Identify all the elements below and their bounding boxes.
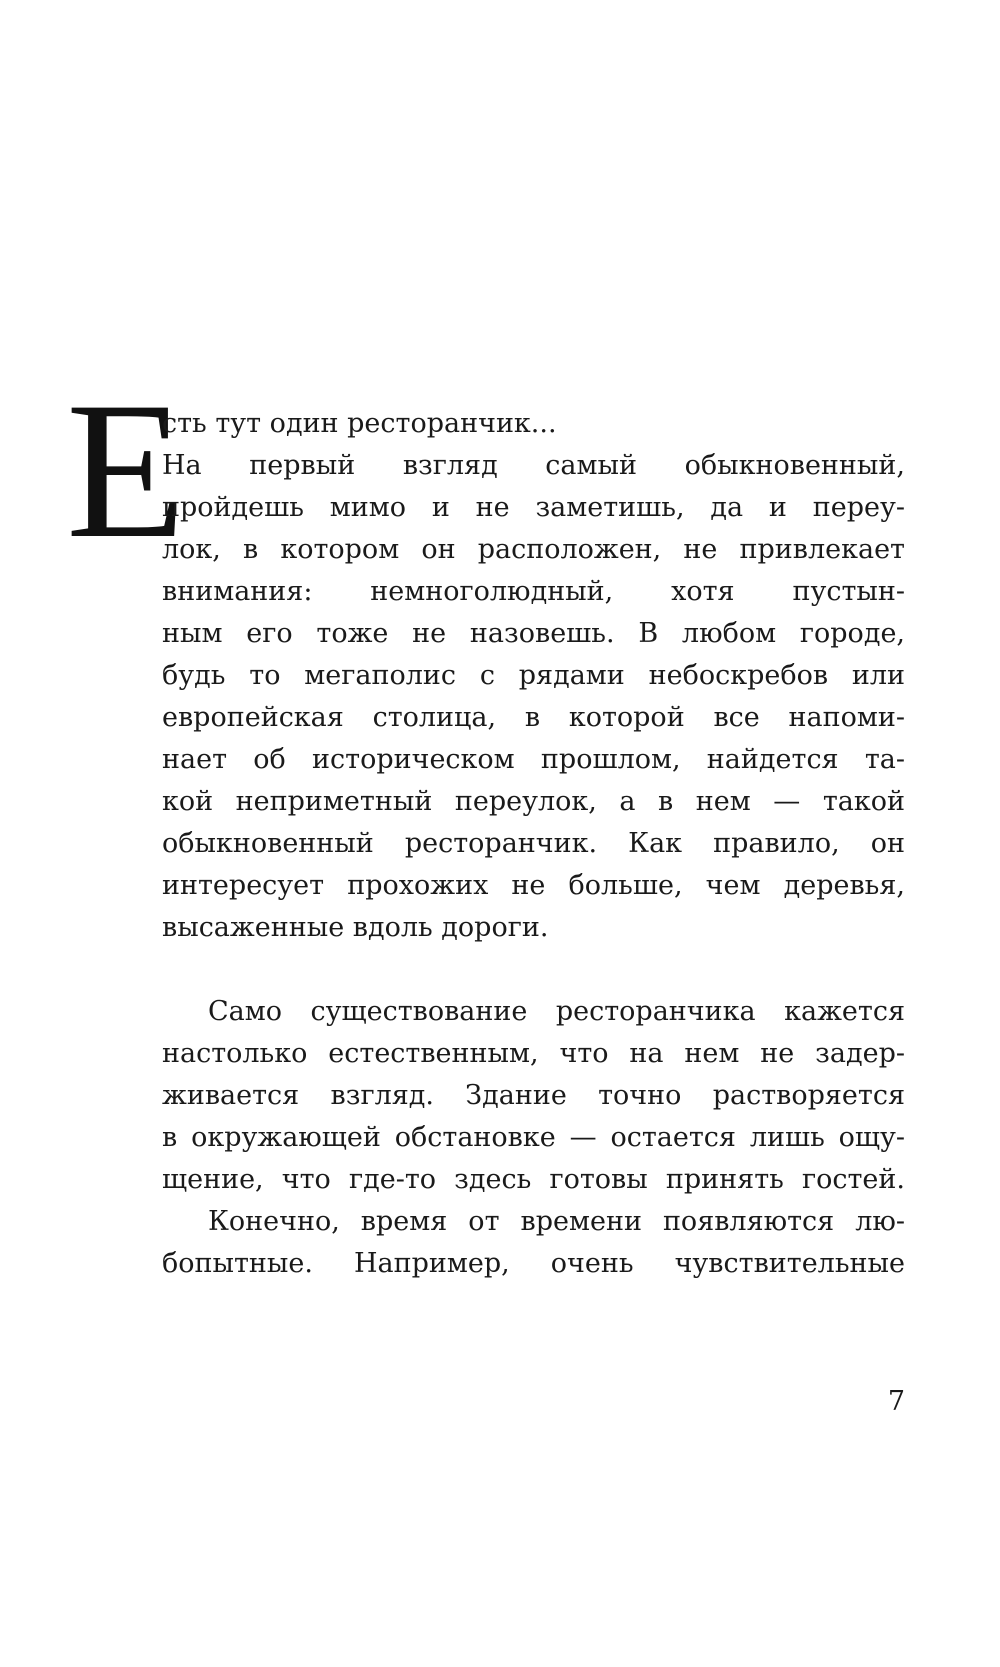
text-line: бопытные. Например, очень чувствительные (162, 1248, 905, 1279)
text-line: Само существование ресторанчика кажется (208, 996, 905, 1027)
text-line: На первый взгляд самый обыкновенный, (162, 450, 905, 481)
text-line: нает об историческом прошлом, найдется та- (162, 744, 905, 775)
text-line: кой неприметный переулок, а в нем — такой (162, 786, 905, 817)
text-line: сть тут один ресторанчик... (162, 408, 557, 439)
drop-cap: Е (66, 362, 186, 579)
page-number: 7 (887, 1386, 905, 1417)
text-line: пройдешь мимо и не заметишь, да и переу- (162, 492, 905, 523)
text-line: обыкновенный ресторанчик. Как правило, он (162, 828, 905, 859)
text-line: щение, что где-то здесь готовы принять гостей. (162, 1164, 905, 1195)
text-line: высаженные вдоль дороги. (162, 912, 549, 943)
text-line: интересует прохожих не больше, чем деревья, (162, 870, 905, 901)
text-line: внимания: немноголюдный, хотя пустын- (162, 576, 905, 607)
text-line: Конечно, время от времени появляются лю- (208, 1206, 905, 1237)
text-line: живается взгляд. Здание точно растворяется (162, 1080, 905, 1111)
text-line: будь то мегаполис с рядами небоскребов или (162, 660, 905, 691)
text-line: настолько естественным, что на нем не задер- (162, 1038, 905, 1069)
text-line: европейская столица, в которой все напоми- (162, 702, 905, 733)
text-line: ным его тоже не назовешь. В любом городе, (162, 618, 905, 649)
text-line: лок, в котором он расположен, не привлекает (162, 534, 905, 565)
text-line: в окружающей обстановке — остается лишь ощу- (162, 1122, 905, 1153)
